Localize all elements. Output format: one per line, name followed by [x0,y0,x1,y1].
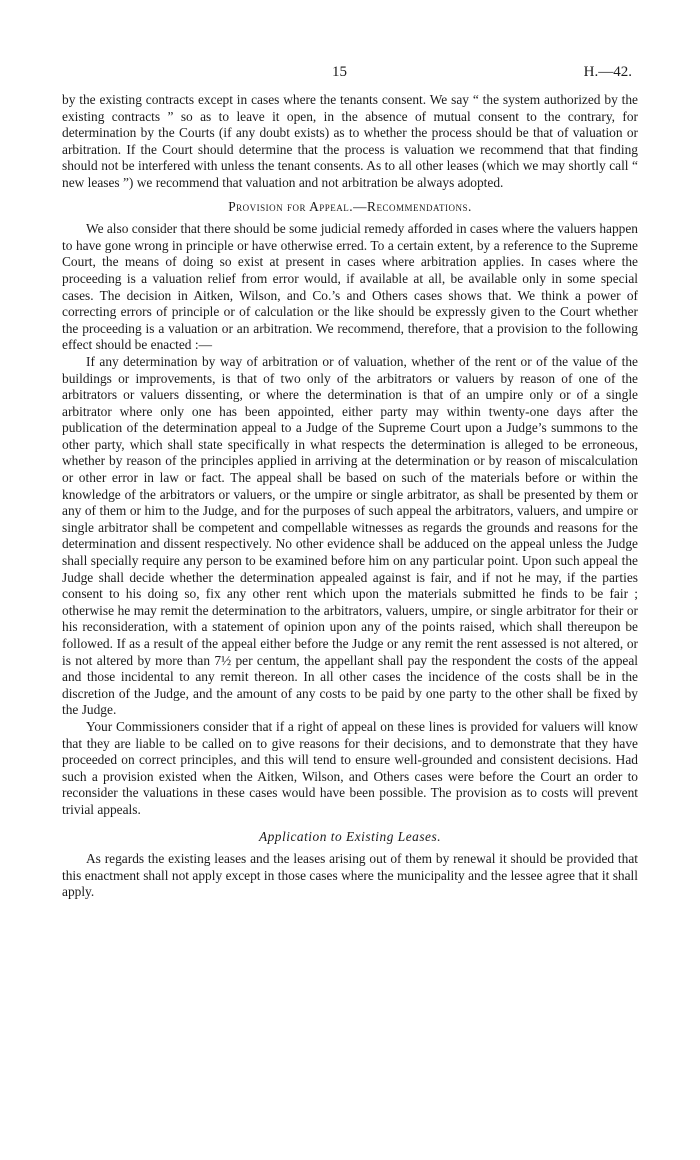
document-reference: H.—42. [583,64,632,80]
paragraph-existing-leases: As regards the existing leases and the leases arising out of them by renewal it should be provided that this enactment shall not apply except in those cases where the municipality and the lessee agree that it shall apply. [62,851,638,900]
paragraph-intro: by the existing contracts except in cases where the tenants consent. We say “ the system authorized by the existing contracts ” so as to leave it open, in the absence of mutual consent to the contrary, for determination by the Courts (if any doubt exists) as to whether the process should be that of valuation or arbitration. If the Court should determine that the process is valuation we recommend that that finding should not be interfered with unless the tenant consents. As to all other leases (which we may shortly call “ new leases ”) we recommend that valuation and not arbitration be always adopted. [62,92,638,190]
paragraph-appeal-2: If any determination by way of arbitration or of valuation, whether of the rent or of the value of the buildings or improvements, is that of two only of the arbitrators or valuers by reason of one of the arbitrators or valuers dissenting, or where the determination is that of an umpire only or of a single arbitrator where only one has been appointed, either party may within twenty-one days after the publication of the determination appeal to a Judge of the Supreme Court upon a Judge’s summons to the other party, which shall state specifically in what respects the determination is alleged to be erroneous, whether by reason of the principles applied in arriving at the determination or by reason of miscalculation or other error in law or fact. The appeal shall be based on such of the materials before or within the knowledge of the arbitrators or valuers, or the umpire or single arbitrator, as shall be presented by them or any of them or him to the Judge, and for the purposes of such appeal the arbitrators, valuers, and umpire or single arbitrator shall be competent and compellable witnesses as regards the grounds and reasons for the determination and dissent respectively. No other evidence shall be adduced on the appeal unless the Judge shall specially require any person to be examined before him on any particular point. Upon such appeal the Judge shall decide whether the determination appealed against is fair, and if not he may, if the parties consent to his doing so, fix any other rent which upon the materials submitted he finds to be fair ; otherwise he may remit the determination to the arbitrators, valuers, umpire, or single arbitrator for their or his reconsideration, with a statement of opinion upon any of the points raised, which shall thereupon be followed. If as a result of the appeal either before the Judge or any remit the rent assessed is not altered, or is not altered by more than 7½ per centum, the appellant shall pay the respondent the costs of the appeal and those incidental to any remit thereon. In all other cases the incidence of the costs shall be in the discretion of the Judge, and the amount of any costs to be paid by one party to the other shall be fixed by the Judge. [62,353,638,718]
page-header [62,62,638,92]
paragraph-appeal-3: Your Commissioners consider that if a right of appeal on these lines is provided for valuers will know that they are liable to be called on to give reasons for their decisions, and to demonstrate that they have proceeded on correct principles, and this will tend to ensure well-grounded and consistent decisions. Had such a provision existed when the Aitken, Wilson, and Others cases were before the Court an order to reconsider the valuations in these cases would have been possible. The provision as to costs will prevent trivial appeals. [62,718,638,817]
page-number: 15 [332,64,347,80]
paragraph-appeal-1: We also consider that there should be some judicial remedy afforded in cases where the valuers happen to have gone wrong in principle or have otherwise erred. To a certain extent, by a reference to the Supreme Court, the means of doing so exist at present in cases where arbitration applies. In cases where the proceeding is a valuation relief from error would, if available at all, be available only in some special cases. The decision in Aitken, Wilson, and Co.’s and Others cases shows that. We think a power of correcting errors of principle or of calculation or the like should be expressly given to the Court whether the proceeding is a valuation or an arbitration. We recommend, therefore, that a provision to the following effect should be enacted :— [62,221,638,353]
section-heading-appeal: Provision for Appeal.—Recommendations. [228,198,472,214]
section-heading-existing-leases: Application to Existing Leases. [258,828,442,844]
